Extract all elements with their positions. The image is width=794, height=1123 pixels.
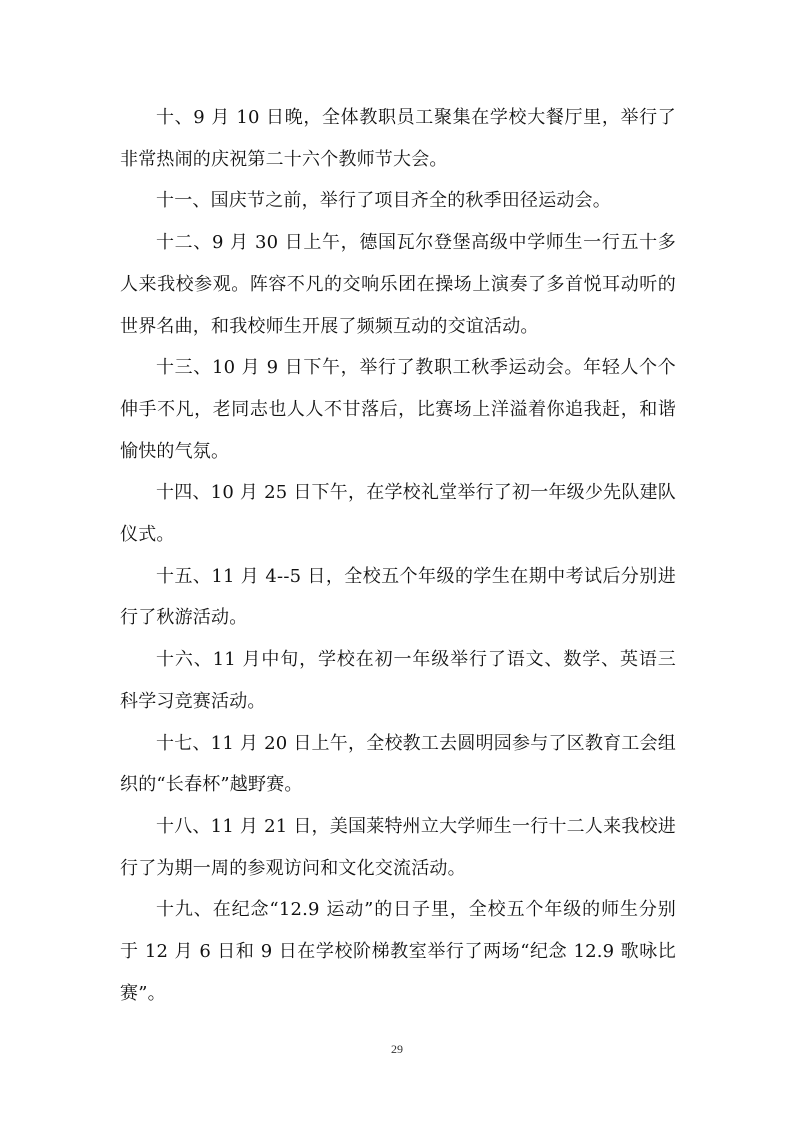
paragraph-14: 十四、10 月 25 日下午，在学校礼堂举行了初一年级少先队建队仪式。 — [120, 482, 676, 546]
paragraph-17: 十七、11 月 20 日上午，全校教工去圆明园参与了区教育工会组织的“长春杯”越野赛。 — [120, 732, 676, 796]
paragraph-10: 十、9 月 10 日晚，全体教职员工聚集在学校大餐厅里，举行了非常热闹的庆祝第二十六个教师节大会。 — [120, 107, 676, 170]
paragraph-12: 十二、9 月 30 日上午，德国瓦尔登堡高级中学师生一行五十多人来我校参观。阵容不凡的交响乐团在操场上演奏了多首悦耳动听的世界名曲，和我校师生开展了频频互动的交谊活动。 — [120, 232, 676, 337]
document-body — [120, 97, 676, 1014]
paragraph-19: 十九、在纪念“12.9 运动”的日子里，全校五个年级的师生分别于 12 月 6 日和 9 日在学校阶梯教室举行了两场“纪念 12.9 歌咏比赛”。 — [120, 899, 676, 1004]
paragraph-15: 十五、11 月 4--5 日，全校五个年级的学生在期中考试后分别进行了秋游活动。 — [120, 565, 676, 629]
paragraph-13: 十三、10 月 9 日下午，举行了教职工秋季运动会。年轻人个个伸手不凡，老同志也人人不甘落后，比赛场上洋溢着你追我赶，和谐愉快的气氛。 — [120, 357, 676, 462]
paragraph-11: 十一、国庆节之前，举行了项目齐全的秋季田径运动会。 — [156, 190, 611, 212]
paragraph-18: 十八、11 月 21 日，美国莱特州立大学师生一行十二人来我校进行了为期一周的参观访问和文化交流活动。 — [120, 815, 676, 879]
paragraph-16: 十六、11 月中旬，学校在初一年级举行了语文、数学、英语三科学习竞赛活动。 — [120, 649, 676, 712]
page-number: 29 — [391, 1042, 403, 1056]
